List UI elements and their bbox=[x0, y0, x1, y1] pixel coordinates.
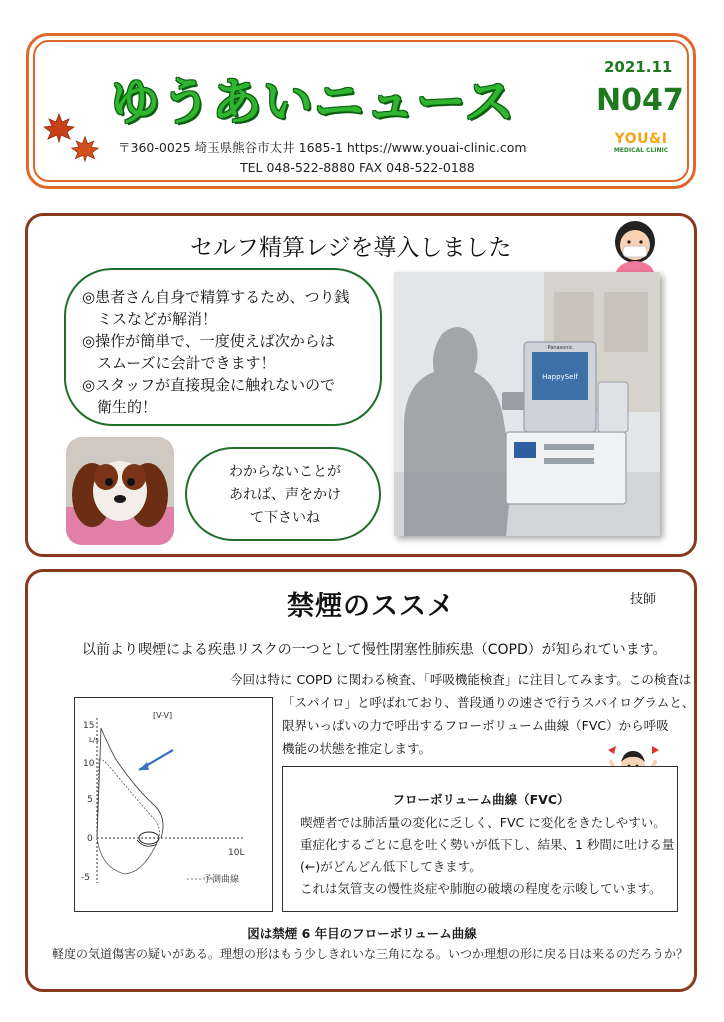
figure-caption: 図は禁煙 6 年目のフローボリューム曲線 bbox=[247, 926, 477, 941]
author-role: 技師 bbox=[630, 592, 657, 607]
figure-footnote: 軽度の気道傷害の疑いがある。理想の形はもう少しきれいな三角になる。いつか理想の形に戻る日は来るのだろうか？ bbox=[52, 947, 689, 961]
maple-leaf-icon bbox=[70, 134, 100, 164]
benefit-line: ◎患者さん自身で精算するため、つり銭 bbox=[82, 288, 350, 306]
speech-line: あれば、声をかけ bbox=[229, 487, 341, 503]
logo-subtext: MEDICAL CLINIC bbox=[613, 147, 669, 154]
y-unit: L/s bbox=[89, 736, 99, 744]
issue-date: 2021.11 bbox=[604, 58, 673, 76]
speech-line: わからないことが bbox=[229, 464, 341, 480]
benefit-line: ミスなどが解消！ bbox=[82, 310, 218, 328]
kiosk-brand-text: Panasonic bbox=[547, 345, 573, 351]
y-tick: 0 bbox=[87, 834, 93, 844]
clinic-logo bbox=[611, 131, 671, 161]
kiosk-screen-text: HappySelf bbox=[542, 373, 578, 381]
body-line: 機能の状態を推定します。 bbox=[282, 741, 432, 756]
y-tick: -5 bbox=[81, 873, 90, 883]
x-axis-label: 10L bbox=[228, 848, 245, 858]
checkout-benefits-bubble bbox=[64, 268, 382, 426]
fvc-line: これは気管支の慢性炎症や肺胞の破壊の程度を示唆しています。 bbox=[300, 881, 662, 896]
speech-line: て下さいね bbox=[250, 510, 320, 526]
benefit-line: スムーズに会計できます！ bbox=[82, 354, 276, 372]
issue-number: N047 bbox=[596, 83, 684, 118]
fvc-explanation-box bbox=[282, 766, 678, 912]
fvc-line: (←)がどんどん低下してきます。 bbox=[300, 859, 482, 874]
benefit-line: 衛生的！ bbox=[82, 398, 158, 416]
benefit-line: ◎スタッフが直接現金に触れないので bbox=[82, 376, 336, 394]
graph-legend: 予測曲線 bbox=[203, 875, 240, 885]
section-intro: 以前より喫煙による疾患リスクの一つとして慢性閉塞性肺疾患（COPD）が知られています。 bbox=[82, 642, 667, 658]
y-tick: 5 bbox=[87, 795, 93, 805]
body-line: 「スパイロ」と呼ばれており、普段通りの速さで行うスパイログラムと、 bbox=[282, 695, 695, 710]
flow-volume-graph bbox=[74, 697, 273, 912]
y-tick: 15 bbox=[83, 721, 95, 731]
fvc-line: 喫煙者では肺活量の変化に乏しく、FVC に変化をきたしやすい。 bbox=[300, 815, 666, 830]
section-title-quit-smoking: 禁煙のススメ bbox=[287, 591, 455, 622]
body-line: 限界いっぱいの力で呼出するフローボリューム曲線（FVC）から呼吸 bbox=[282, 718, 669, 733]
self-checkout-kiosk-photo bbox=[394, 272, 660, 536]
dog-photo bbox=[66, 437, 174, 545]
logo-text: YOU&I bbox=[614, 131, 668, 147]
section-title-self-checkout: セルフ精算レジを導入しました bbox=[190, 235, 512, 261]
benefit-line: ◎操作が簡単で、一度使えば次からは bbox=[82, 332, 335, 350]
body-line: 今回は特に COPD に関わる検査、「呼吸機能検査」に注目してみます。この検査は bbox=[230, 672, 692, 687]
y-tick: 10 bbox=[83, 759, 95, 769]
newsletter-masthead: ゆうあいニュース bbox=[110, 73, 516, 131]
fvc-line: 重症化するごとに息を吐く勢いが低下し、結果、1 秒間に吐ける量 bbox=[300, 837, 675, 852]
dog-speech-bubble bbox=[185, 447, 381, 541]
nurse-avatar-icon bbox=[607, 218, 663, 276]
fvc-box-title: フローボリューム曲線（FVC） bbox=[392, 792, 570, 807]
clinic-phone-fax: TEL 048-522-8880 FAX 048-522-0188 bbox=[240, 160, 475, 175]
clinic-address: 〒360-0025 埼玉県熊谷市太井 1685-1 https://www.youai-clinic.com bbox=[118, 140, 527, 155]
graph-header: [V-V] bbox=[153, 711, 173, 720]
